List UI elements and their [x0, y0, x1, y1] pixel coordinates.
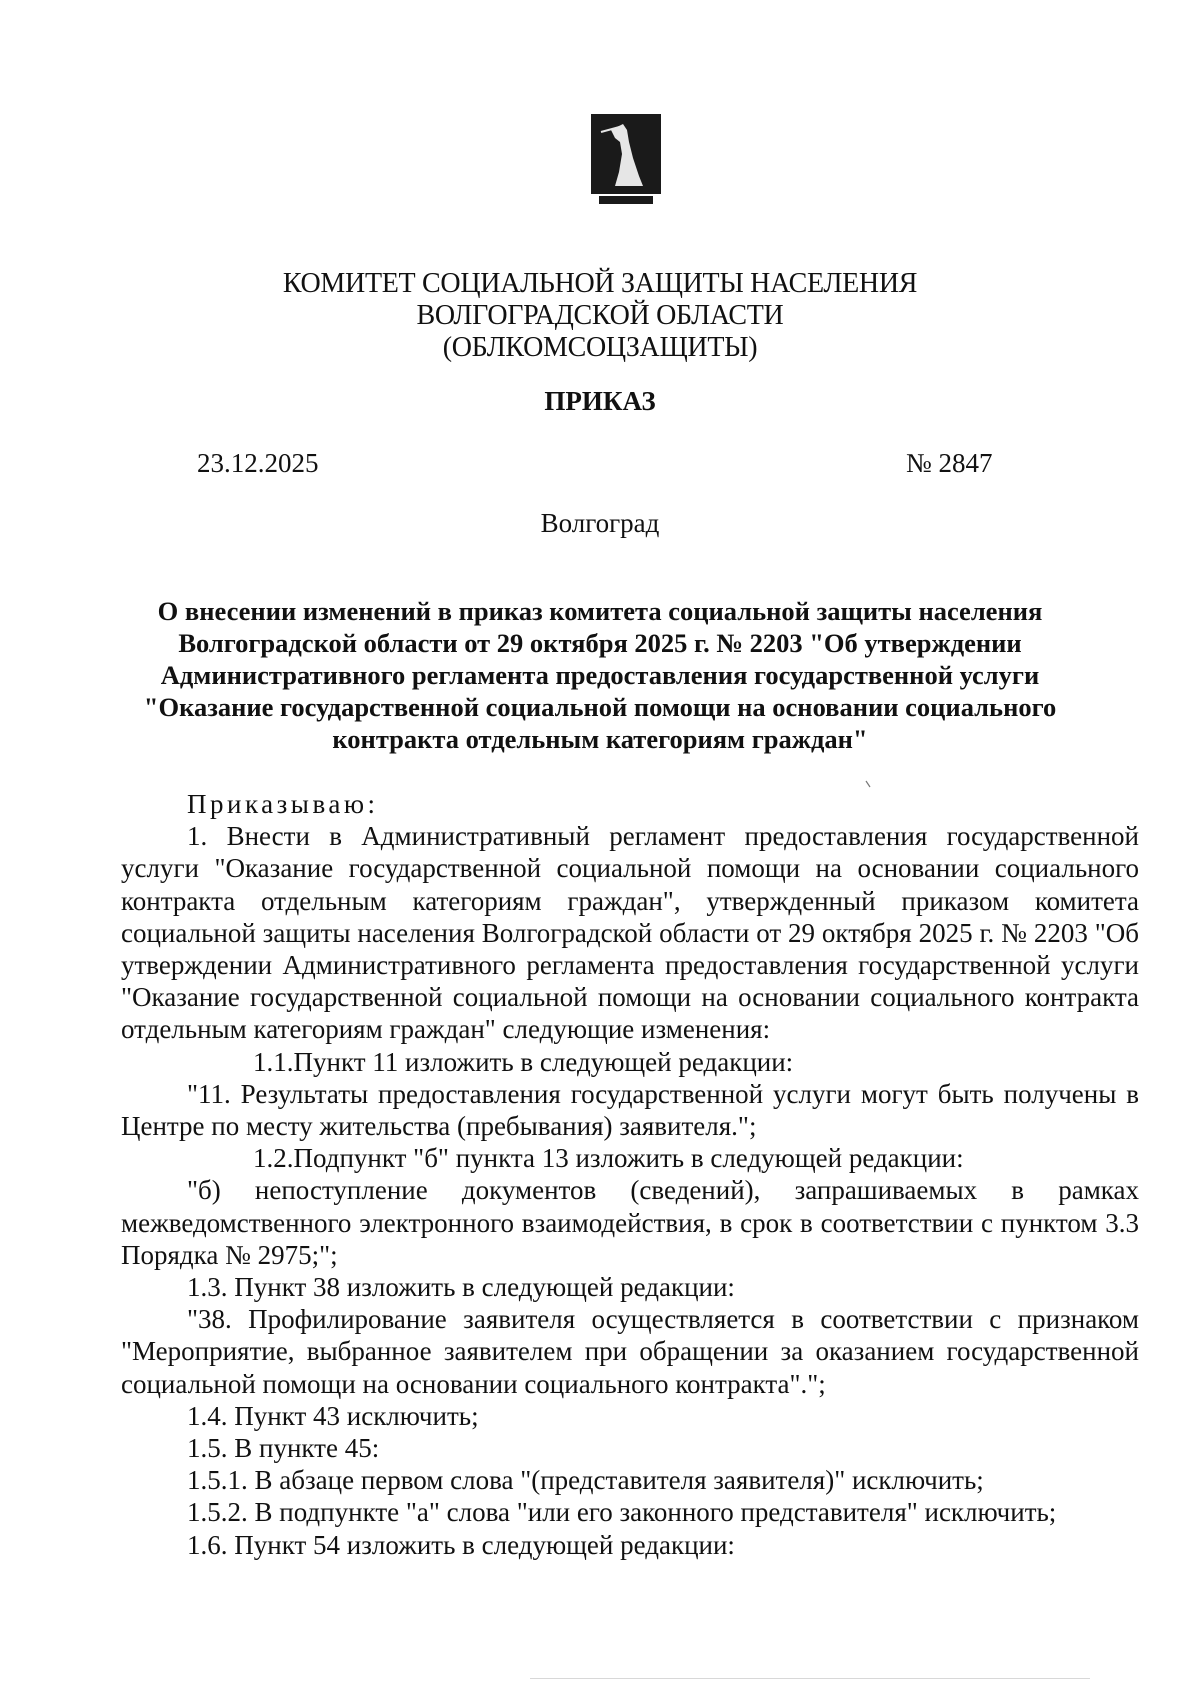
org-line-2: ВОЛГОГРАДСКОЙ ОБЛАСТИ	[416, 300, 784, 331]
title-line-4: "Оказание государственной социальной помощи на основании социального	[143, 692, 1057, 722]
volgograd-coat-of-arms-icon	[589, 112, 663, 206]
paragraph-1-5-1: 1.5.1. В абзаце первом слова "(представителя заявителя)" исключить;	[187, 1465, 984, 1496]
document-city: Волгоград	[540, 508, 660, 538]
organization-name	[0, 268, 1200, 364]
paragraph-1-2-quote: "б) непоступление документов (сведений), запрашиваемых в рамках межведомственного электронного взаимодействия, в срок в соответствии с пунктом 3.3 Порядка № 2975;";	[121, 1175, 1139, 1270]
document-date: 23.12.2025	[197, 448, 319, 478]
document-title	[0, 595, 1200, 755]
order-word: Приказываю:	[187, 789, 379, 819]
document-body	[121, 788, 1139, 1561]
scan-artifact-line	[530, 1678, 1090, 1679]
scan-speck	[865, 780, 871, 788]
paragraph-1-1-quote: "11. Результаты предоставления государственной услуги могут быть получены в Центре по месту жительства (пребывания) заявителя.";	[121, 1078, 1139, 1142]
paragraph-1-5: 1.5. В пункте 45:	[187, 1433, 380, 1464]
paragraph-1-1: 1.1.Пункт 11 изложить в следующей редакции:	[253, 1046, 794, 1077]
title-line-1: О внесении изменений в приказ комитета социальной защиты населения	[157, 596, 1043, 626]
org-line-3: (ОБЛКОМСОЦЗАЩИТЫ)	[442, 332, 758, 363]
org-line-1: КОМИТЕТ СОЦИАЛЬНОЙ ЗАЩИТЫ НАСЕЛЕНИЯ	[282, 268, 918, 299]
title-line-2: Волгоградской области от 29 октября 2025 г. № 2203 "Об утверждении	[178, 628, 1022, 658]
paragraph-1-5-2: 1.5.2. В подпункте "а" слова "или его законного представителя" исключить;	[187, 1497, 1057, 1528]
paragraph-1-3: 1.3. Пункт 38 изложить в следующей редакции:	[187, 1272, 735, 1303]
paragraph-1: 1. Внести в Административный регламент предоставления государственной услуги "Оказание государственной социальной помощи на основании социального контракта отдельным категориям граждан", утвержденный приказом комитета социальной защиты населения Волгоградской области от 29 октября 2025 г. № 2203 "Об утверждении Административного регламента предоставления государственной услуги "Оказание государственной социальной помощи на основании социального контракта отдельным категориям граждан" следующие изменения:	[121, 821, 1139, 1045]
title-line-5: контракта отдельным категориям граждан"	[332, 724, 868, 754]
document-type: ПРИКАЗ	[544, 386, 656, 416]
paragraph-1-3-quote: "38. Профилирование заявителя осуществляется в соответствии с признаком "Мероприятие, выбранное заявителем при обращении за оказанием государственной социальной помощи на основании социального контракта".";	[121, 1304, 1139, 1399]
paragraph-1-2: 1.2.Подпункт "б" пункта 13 изложить в следующей редакции:	[253, 1143, 964, 1174]
document-number: № 2847	[906, 448, 993, 478]
paragraph-1-4: 1.4. Пункт 43 исключить;	[187, 1400, 479, 1431]
paragraph-1-6: 1.6. Пункт 54 изложить в следующей редакции:	[187, 1529, 735, 1560]
title-line-3: Административного регламента предоставления государственной услуги	[160, 660, 1040, 690]
